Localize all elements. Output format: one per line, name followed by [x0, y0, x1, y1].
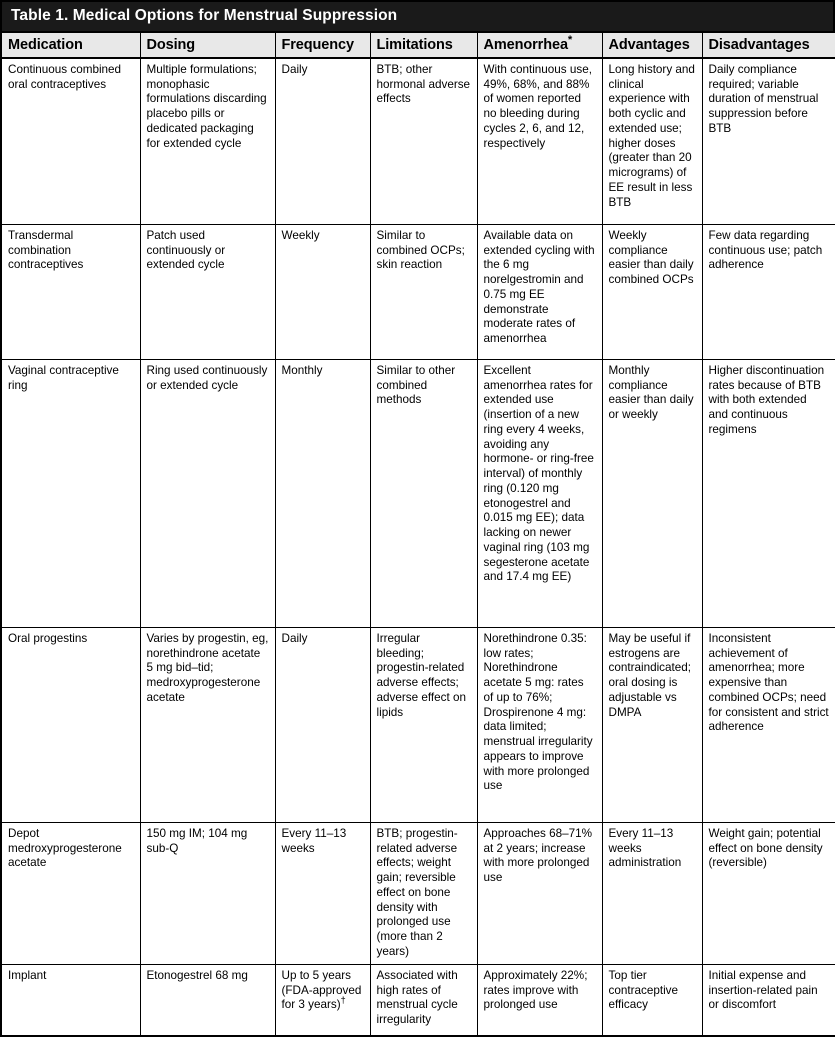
cell-dosing: 150 mg IM; 104 mg sub-Q: [140, 823, 275, 965]
cell-amenorrhea: Approaches 68–71% at 2 years; increase with more prolonged use: [477, 823, 602, 965]
cell-disadvantages: Few data regarding continuous use; patch adherence: [702, 225, 835, 360]
table-row: [2, 823, 835, 965]
cell-disadvantages: Higher discontinuation rates because of BTB with both extended and continuous regimens: [702, 360, 835, 628]
table-row: [2, 965, 835, 1036]
column-header-frequency: Frequency: [275, 33, 370, 58]
cell-frequency: Up to 5 years (FDA-approved for 3 years)†: [275, 965, 370, 1036]
column-header-amenorrhea: Amenorrhea*: [477, 33, 602, 58]
cell-advantages: Every 11–13 weeks administration: [602, 823, 702, 965]
table-row: [2, 58, 835, 225]
cell-dosing: Patch used continuously or extended cycle: [140, 225, 275, 360]
cell-medication: Implant: [2, 965, 140, 1036]
column-header-limitations: Limitations: [370, 33, 477, 58]
column-header-advantages: Advantages: [602, 33, 702, 58]
cell-amenorrhea: Excellent amenorrhea rates for extended use (insertion of a new ring every 4 weeks, avoiding any hormone- or ring-free interval) of monthly ring (0.120 mg etonogestrel and 0.015 mg EE); data lacking on newer vaginal ring (103 mg segesterone acetate and 17.4 mg EE): [477, 360, 602, 628]
footnote-marker: *: [567, 33, 573, 46]
cell-medication: Vaginal contraceptive ring: [2, 360, 140, 628]
column-header-disadvantages: Disadvantages: [702, 33, 835, 58]
cell-frequency: Weekly: [275, 225, 370, 360]
cell-advantages: Top tier contraceptive efficacy: [602, 965, 702, 1036]
footnote-marker: †: [340, 995, 346, 1006]
cell-dosing: Ring used continuously or extended cycle: [140, 360, 275, 628]
cell-frequency: Every 11–13 weeks: [275, 823, 370, 965]
cell-limitations: Similar to combined OCPs; skin reaction: [370, 225, 477, 360]
table-row: [2, 360, 835, 628]
cell-medication: Oral progestins: [2, 628, 140, 823]
cell-amenorrhea: Approximately 22%; rates improve with prolonged use: [477, 965, 602, 1036]
table-header-row: [2, 33, 835, 58]
cell-dosing: Multiple formulations; monophasic formulations discarding placebo pills or dedicated packaging for extended cycle: [140, 58, 275, 225]
cell-advantages: Long history and clinical experience with both cyclic and extended use; higher doses (greater than 20 micrograms) of EE result in less BTB: [602, 58, 702, 225]
cell-medication: Depot medroxyprogesterone acetate: [2, 823, 140, 965]
cell-dosing: Varies by progestin, eg, norethindrone acetate 5 mg bid–tid; medroxyprogesterone acetate: [140, 628, 275, 823]
cell-medication: Continuous combined oral contraceptives: [2, 58, 140, 225]
cell-disadvantages: Initial expense and insertion-related pain or discomfort: [702, 965, 835, 1036]
table-row: [2, 225, 835, 360]
cell-medication: Transdermal combination contraceptives: [2, 225, 140, 360]
cell-disadvantages: Daily compliance required; variable duration of menstrual suppression before BTB: [702, 58, 835, 225]
cell-amenorrhea: Available data on extended cycling with the 6 mg norelgestromin and 0.75 mg EE demonstrate moderate rates of amenorrhea: [477, 225, 602, 360]
cell-frequency: Daily: [275, 628, 370, 823]
cell-limitations: BTB; progestin-related adverse effects; weight gain; reversible effect on bone density with prolonged use (more than 2 years): [370, 823, 477, 965]
cell-amenorrhea: Norethindrone 0.35: low rates; Norethindrone acetate 5 mg: rates of up to 76%; Drospirenone 4 mg: data limited; menstrual irregularity appears to improve with more prolonged use: [477, 628, 602, 823]
column-header-medication: Medication: [2, 33, 140, 58]
cell-limitations: Associated with high rates of menstrual cycle irregularity: [370, 965, 477, 1036]
cell-frequency: Monthly: [275, 360, 370, 628]
cell-limitations: BTB; other hormonal adverse effects: [370, 58, 477, 225]
cell-amenorrhea: With continuous use, 49%, 68%, and 88% of women reported no bleeding during cycles 2, 6, and 12, respectively: [477, 58, 602, 225]
cell-disadvantages: Weight gain; potential effect on bone density (reversible): [702, 823, 835, 965]
cell-limitations: Irregular bleeding; progestin-related adverse effects; adverse effect on lipids: [370, 628, 477, 823]
cell-frequency: Daily: [275, 58, 370, 225]
medical-options-table: [2, 33, 835, 1035]
table-row: [2, 628, 835, 823]
cell-advantages: May be useful if estrogens are contraindicated; oral dosing is adjustable vs DMPA: [602, 628, 702, 823]
cell-limitations: Similar to other combined methods: [370, 360, 477, 628]
cell-advantages: Monthly compliance easier than daily or weekly: [602, 360, 702, 628]
cell-dosing: Etonogestrel 68 mg: [140, 965, 275, 1036]
cell-advantages: Weekly compliance easier than daily combined OCPs: [602, 225, 702, 360]
column-header-dosing: Dosing: [140, 33, 275, 58]
table-caption: Table 1. Medical Options for Menstrual Suppression: [2, 2, 833, 33]
cell-disadvantages: Inconsistent achievement of amenorrhea; more expensive than combined OCPs; need for consistent and strict adherence: [702, 628, 835, 823]
